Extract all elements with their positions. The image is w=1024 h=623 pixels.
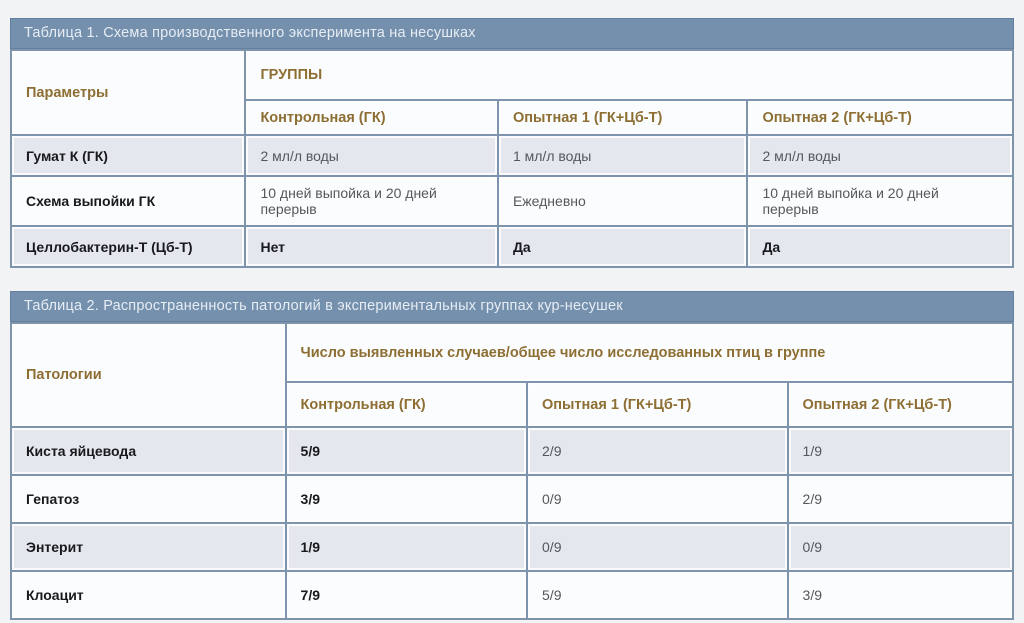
row-param-cell: Клоацит [11,571,286,619]
value-cell: 2 мл/л воды [245,135,498,176]
table1-col-header-control: Контрольная (ГК) [245,100,498,135]
value-cell: 2 мл/л воды [747,135,1013,176]
table2-block [10,291,1014,620]
table2-title-bar [10,291,1014,322]
table1-title-bar [10,18,1014,49]
row-param-cell: Энтерит [11,523,286,571]
value-cell: 3/9 [286,475,527,523]
value-cell: 0/9 [527,523,788,571]
table1-param-header-cell: Параметры [11,50,245,135]
table1-col-header-exp1: Опытная 1 (ГК+Цб-Т) [498,100,747,135]
table2-param-header-cell: Патологии [11,323,286,427]
table-row [11,135,1013,176]
row-param-cell: Схема выпойки ГК [11,176,245,226]
value-cell: 1/9 [286,523,527,571]
row-param-cell: Целлобактерин-Т (Цб-Т) [11,226,245,267]
value-cell: 0/9 [527,475,788,523]
value-cell: 10 дней выпойка и 20 дней перерыв [245,176,498,226]
table2-title: Таблица 2. Распространенность патологий в экспериментальных группах кур-несушек [24,298,623,314]
table2-col-header-exp2: Опытная 2 (ГК+Цб-Т) [788,382,1013,427]
row-param-cell: Киста яйцевода [11,427,286,475]
value-cell: 1/9 [788,427,1013,475]
value-cell: 5/9 [527,571,788,619]
table2-col-header-control: Контрольная (ГК) [286,382,527,427]
table1-col-header-exp2: Опытная 2 (ГК+Цб-Т) [747,100,1013,135]
table1-block [10,18,1014,268]
value-cell: 7/9 [286,571,527,619]
table-row [11,475,1013,523]
value-cell: 2/9 [788,475,1013,523]
value-cell: 10 дней выпойка и 20 дней перерыв [747,176,1013,226]
table2-col-header-exp1: Опытная 1 (ГК+Цб-Т) [527,382,788,427]
table1-title: Таблица 1. Схема производственного эксперимента на несушках [24,25,476,41]
value-cell: 2/9 [527,427,788,475]
table-row [11,571,1013,619]
table1 [10,49,1014,268]
table-row [11,523,1013,571]
value-cell: 3/9 [788,571,1013,619]
value-cell: 1 мл/л воды [498,135,747,176]
row-param-cell: Гумат К (ГК) [11,135,245,176]
value-cell: Да [747,226,1013,267]
table2 [10,322,1014,620]
value-cell: 5/9 [286,427,527,475]
table-row [11,226,1013,267]
table2-groups-header-cell: Число выявленных случаев/общее число исследованных птиц в группе [286,323,1013,382]
value-cell: Ежедневно [498,176,747,226]
value-cell: Нет [245,226,498,267]
table-row [11,427,1013,475]
row-param-cell: Гепатоз [11,475,286,523]
value-cell: 0/9 [788,523,1013,571]
table1-groups-header-cell: ГРУППЫ [245,50,1013,100]
value-cell: Да [498,226,747,267]
table-row [11,176,1013,226]
